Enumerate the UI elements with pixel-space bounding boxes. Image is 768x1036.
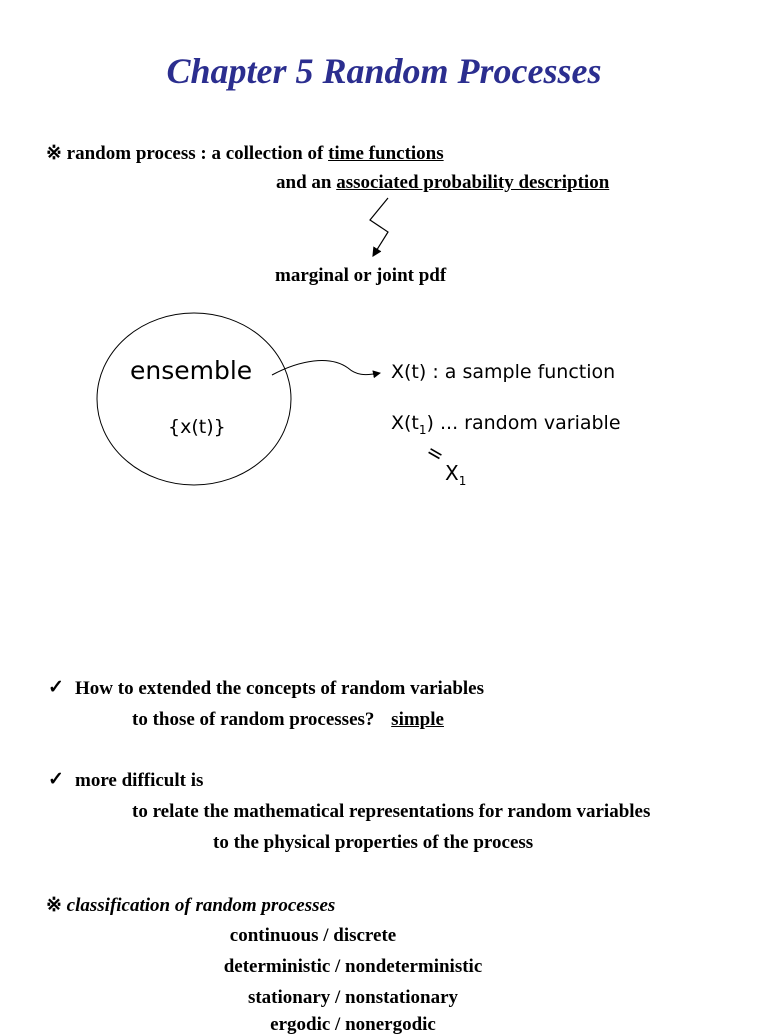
time-functions-term: time functions <box>328 143 444 164</box>
classification-item: ergodic / nonergodic <box>270 1014 436 1035</box>
check-icon: ✓ <box>48 677 64 698</box>
check-item-2-line-1: more difficult is <box>75 770 204 791</box>
probability-description-term: associated probability description <box>336 172 610 193</box>
reference-mark: ※ <box>46 143 62 164</box>
classification-title: classification of random processes <box>66 895 336 916</box>
random-variable-label <box>391 412 621 437</box>
page-title: Chapter 5 Random Processes <box>166 51 602 91</box>
sample-function-label: X(t) : a sample function <box>391 361 616 383</box>
x1-label <box>445 461 466 488</box>
check-item-1-question: to those of random processes? <box>132 709 375 730</box>
sample-arrow <box>272 361 380 375</box>
check-item-2-line-2: to relate the mathematical representations for random variables <box>132 801 651 822</box>
check-item-2-line-3: to the physical properties of the process <box>213 832 534 853</box>
classification-heading <box>46 894 335 917</box>
rv-subscript: 1 <box>418 422 427 437</box>
classification-item: deterministic / nondeterministic <box>223 956 483 977</box>
ensemble-label: ensemble <box>130 356 253 385</box>
x1-subscript: 1 <box>458 474 467 488</box>
check-item-1-answer: simple <box>391 709 444 730</box>
ensemble-set-label: {x(t)} <box>168 416 226 438</box>
classification-item: continuous / discrete <box>229 925 397 946</box>
ensemble-ellipse <box>97 313 291 485</box>
equals-sign: = <box>422 438 449 468</box>
x1-main: X <box>445 461 459 485</box>
check-item-1-line-2 <box>132 709 444 731</box>
check-item-1-line-1: How to extended the concepts of random variables <box>75 678 484 699</box>
rv-rest: ) ... random variable <box>426 412 621 434</box>
squiggle-arrow <box>370 198 388 256</box>
classification-item: stationary / nonstationary <box>247 987 459 1008</box>
definition-prefix: random process : a collection of <box>66 143 329 164</box>
rv-main: X(t <box>391 412 419 434</box>
marginal-joint-pdf-label: marginal or joint pdf <box>275 265 447 286</box>
check-icon: ✓ <box>48 769 64 790</box>
reference-mark: ※ <box>46 895 62 916</box>
definition-line-2-prefix: and an <box>276 172 337 193</box>
